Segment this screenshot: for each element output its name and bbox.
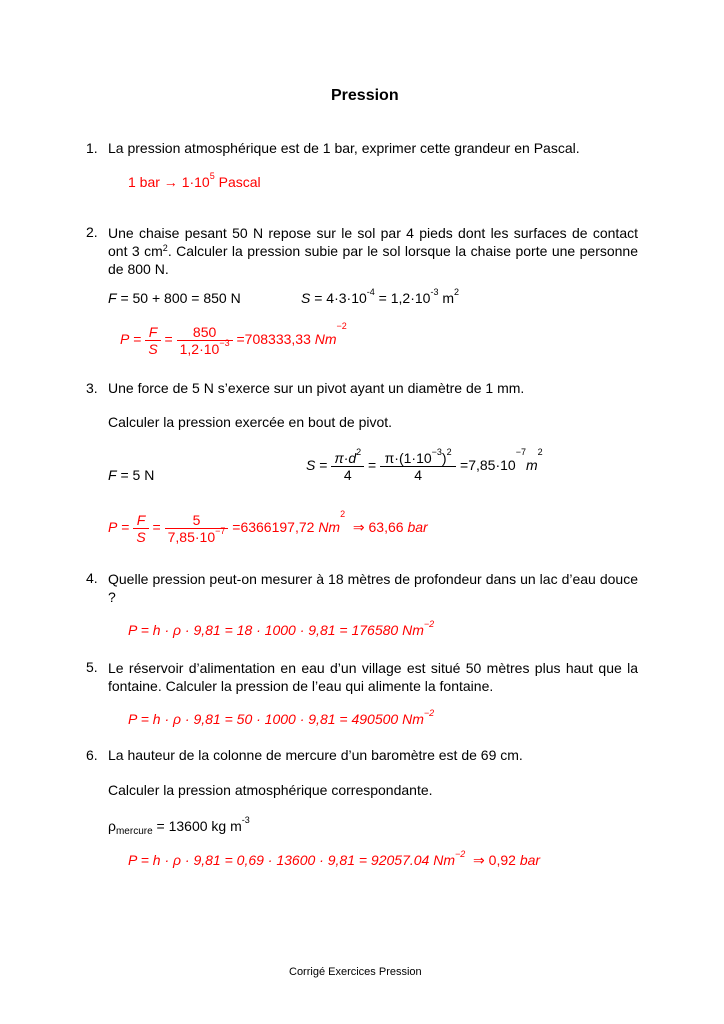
q5-number: 5. <box>86 659 98 675</box>
q6-text-2: Calculer la pression atmosphérique correspondante. <box>108 782 433 798</box>
q3-surface-formula: S = $\frac{\pi\cdot d^2}{4}$ = $\frac{\pi\cdot(1\cdot 10^{-3})^2}{4}$ $=7,85\cdot 10^{-7}m^2$ <box>306 447 543 483</box>
q2-force: F = 50 + 800 = 850 N <box>108 290 241 306</box>
q1-text: La pression atmosphérique est de 1 bar, exprimer cette grandeur en Pascal. <box>108 140 580 156</box>
q1-number: 1. <box>86 140 98 156</box>
q3-number: 3. <box>86 380 98 396</box>
q3-text: Une force de 5 N s’exerce sur un pivot ayant un diamètre de 1 mm. <box>108 380 525 396</box>
page-footer: Corrigé Exercices Pression <box>289 966 422 978</box>
q2-surface: $S = 4\cdot 3\cdot 10^{-4} = 1,2\cdot 10^{-3}$ $m^2$ <box>301 287 460 306</box>
q4-number: 4. <box>86 570 98 586</box>
q6-number: 6. <box>86 747 98 763</box>
q3-result-formula: P = $\frac{F}{S}$ = $\frac{5}{7,85\cdot 10^{-7}}$ =6366197,72 Nm$^2$ ⇒ 63,66 bar <box>108 509 428 545</box>
q5-text: Le réservoir d’alimentation en eau d’un village est situé 50 mètres plus haut que la fontaine. Calculer la pression de l’eau qui alimente la fontaine. <box>108 660 638 694</box>
page-title: Pression <box>331 87 399 104</box>
q6-text: La hauteur de la colonne de mercure d’un baromètre est de 69 cm. <box>108 747 523 763</box>
q6-formula: P = h · ρ · 9,81 = 0,69 · 13600 · 9,81 = 92057.04 $Nm^{-2}$ ⇒ 0,92 bar <box>128 849 541 868</box>
q3-force: F = 5 N <box>108 467 155 483</box>
q2-text: Une chaise pesant 50 N repose sur le sol par 4 pieds dont les surfaces de contact ont 3 $cm^2$. Calculer la pression subie par le sol lorsque la chaise porte une personne de 800 N. <box>108 225 638 277</box>
q3-text-2: Calculer la pression exercée en bout de pivot. <box>108 414 393 430</box>
q1-answer: 1 bar → $1\cdot 10^5$ Pascal <box>128 171 261 190</box>
q4-text: Quelle pression peut-on mesurer à 18 mètres de profondeur dans un lac d’eau douce ? <box>108 571 638 605</box>
q5-formula: P = h · ρ · 9,81 = 50 · 1000 · 9,81 = 490500 $Nm^{-2}$ <box>128 708 435 727</box>
q4-formula: P = h · ρ · 9,81 = 18 · 1000 · 9,81 = 176580 $Nm^{-2}$ <box>128 619 435 638</box>
q6-rho-mercure: $\rho_{mercure} = 13600$ kg $m^{-3}$ <box>108 815 250 837</box>
q2-result-formula: P = $\frac{F}{S}$ = $\frac{850}{1,2\cdot 10^{-3}}$ =708333,33 $Nm^{-2}$ <box>120 321 347 357</box>
q2-number: 2. <box>86 224 98 240</box>
